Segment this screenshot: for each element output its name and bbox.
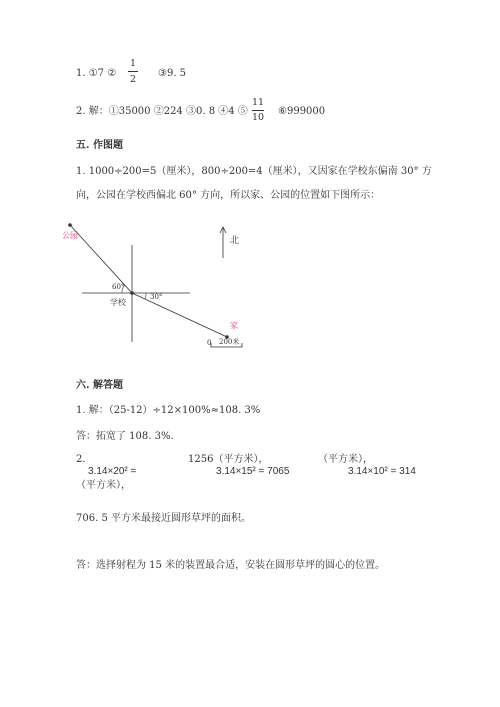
scale-distance-label: 200米 xyxy=(219,338,240,346)
q1-answer: 答：拓宽了 108. 3%. xyxy=(76,431,174,442)
q2-unit-3: （平方米）， xyxy=(76,480,131,491)
q2-expression-2: 3.14×15² = 7065 xyxy=(216,466,290,477)
park-point xyxy=(68,223,72,227)
q2-expression-1: 3.14×20² = xyxy=(88,466,137,477)
q1-solution: 1. 解：（25-12）÷12×100%≈108. 3% xyxy=(76,405,261,416)
answer-2-fraction-bar xyxy=(252,110,264,111)
angle-30-arc xyxy=(145,293,146,299)
section-6-title: 六. 解答题 xyxy=(76,380,123,391)
q2-conclusion: 706. 5 平方米最接近圆形草坪的面积。 xyxy=(76,513,251,524)
answer-1-suffix: ③9. 5 xyxy=(158,68,187,79)
angle-60-label: 60° xyxy=(112,283,125,291)
scale-zero-label: 0 xyxy=(207,339,212,347)
answer-1-prefix: 1. ①7 ② xyxy=(76,68,117,79)
home-label: 家 xyxy=(230,321,238,330)
section-5-line-1: 1. 1000÷200=5（厘米），800÷200=4（厘米），又因家在学校东偏南 30° 方 xyxy=(76,166,432,177)
school-home-line xyxy=(132,293,227,337)
park-label: 公园 xyxy=(62,231,78,240)
q2-result-1: 1256（平方米）， xyxy=(188,454,269,465)
answer-2-fraction-denominator: 10 xyxy=(251,112,265,123)
q2-answer: 答：选择射程为 15 米的装置最合适，安装在圆形草坪的圆心的位置。 xyxy=(76,560,386,571)
answer-2-fraction-numerator: 11 xyxy=(251,97,265,108)
location-diagram xyxy=(60,210,260,355)
angle-30-label: 30° xyxy=(150,293,163,301)
answer-1-fraction-denominator: 2 xyxy=(129,74,137,85)
answer-1-fraction-numerator: 1 xyxy=(129,58,137,69)
school-point xyxy=(130,291,134,295)
section-5-line-2: 向，公园在学校西偏北 60° 方向，所以家、公园的位置如下图所示： xyxy=(76,190,381,201)
q2-number: 2. xyxy=(76,454,86,465)
answer-2-suffix: ⑥999000 xyxy=(278,106,326,117)
school-label: 学校 xyxy=(110,298,126,307)
q2-unit-2: （平方米）， xyxy=(318,454,373,465)
answer-2-prefix: 2. 解：①35000 ②224 ③0. 8 ④4 ⑤ xyxy=(76,106,248,117)
q2-expression-3: 3.14×10² = 314 xyxy=(348,466,416,477)
answer-1-fraction-bar xyxy=(128,71,138,72)
north-label: 北 xyxy=(230,236,240,246)
section-5-title: 五. 作图题 xyxy=(76,140,123,151)
